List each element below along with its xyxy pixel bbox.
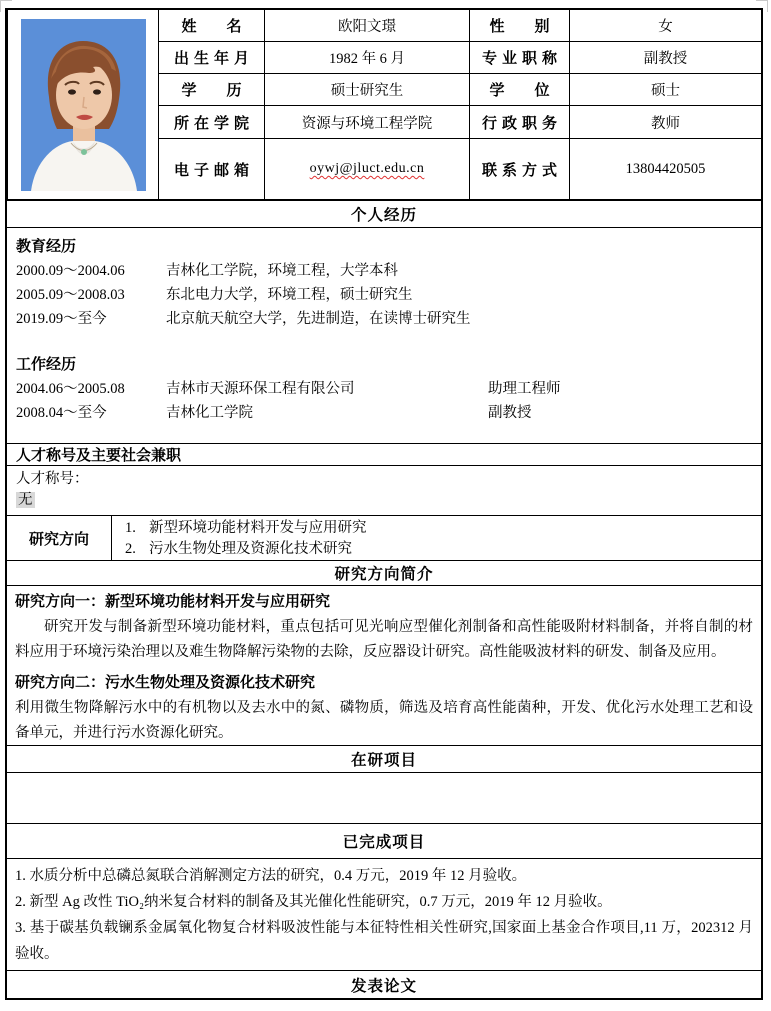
field-value-title: 副教授 — [569, 42, 761, 74]
field-label-degree: 学 位 — [469, 74, 569, 106]
work-subheader: 工作经历 — [16, 357, 77, 373]
phone-text: 13804420505 — [569, 139, 761, 200]
section-header-research-intro: 研究方向简介 — [7, 560, 761, 585]
research-direction-list — [112, 516, 761, 560]
research-direction-item: 1. 新型环境功能材料开发与应用研究 — [125, 520, 367, 536]
education-item: 2005.09～2008.03 东北电力大学，环境工程，硕士研究生 — [16, 287, 413, 303]
field-value-college: 资源与环境工程学院 — [264, 106, 469, 139]
faculty-profile-table — [5, 8, 763, 1000]
talent-section-header: 人才称号及主要社会兼职 — [7, 443, 761, 465]
education-subheader: 教育经历 — [16, 239, 77, 255]
work-item: 2004.06～2005.08 吉林市天源环保工程有限公司 助理工程师 — [16, 381, 561, 397]
section-header-completed-projects: 已完成项目 — [7, 823, 761, 858]
talent-value: 无 — [18, 492, 33, 508]
research-direction-row — [7, 515, 761, 560]
research-intro-body-1: 研究开发与制备新型环境功能材料，重点包括可见光响应型催化剂制备和高性能吸附材料制备，并将自制的材料应用于环境污染治理以及难生物降解污染物的去除，反应器设计研究。高性能吸波材料的研发、制备及应用。 — [15, 619, 753, 660]
field-value-degree: 硕士 — [569, 74, 761, 106]
field-value-gender: 女 — [569, 10, 761, 42]
research-intro-block — [7, 585, 761, 745]
section-header-personal-experience: 个人经历 — [7, 200, 761, 227]
experience-block — [7, 227, 761, 443]
research-direction-label: 研究方向 — [7, 516, 112, 560]
field-value-education: 硕士研究生 — [264, 74, 469, 106]
field-label-college: 所在学院 — [158, 106, 264, 139]
field-label-birth: 出生年月 — [158, 42, 264, 74]
field-label-gender: 性 别 — [469, 10, 569, 42]
completed-project-item: 1. 水质分析中总磷总氮联合消解测定方法的研究，0.4 万元，2019 年 12 月验收。 — [15, 868, 527, 884]
talent-section-body — [7, 465, 761, 515]
field-label-admin-post: 行政职务 — [469, 106, 569, 139]
research-intro-body-2: 利用微生物降解污水中的有机物以及去水中的氮、磷物质，筛选及培育高性能菌种，开发、优化污水处理工艺和设备单元，并进行污水资源化研究。 — [15, 700, 753, 741]
ongoing-projects-empty-block — [7, 772, 761, 823]
research-direction-item: 2. 污水生物处理及资源化技术研究 — [125, 541, 352, 557]
education-item: 2000.09～2004.06 吉林化工学院，环境工程，大学本科 — [16, 263, 398, 279]
completed-project-item: 3. 基于碳基负载镧系金属氧化物复合材料吸波性能与本征特性相关性研究,国家面上基金合作项目,11 万，202312 月验收。 — [15, 920, 753, 962]
section-header-ongoing-projects: 在研项目 — [7, 745, 761, 772]
email-text: oywj@jluct.edu.cn — [309, 161, 425, 176]
field-value-admin-post: 教师 — [569, 106, 761, 139]
work-item: 2008.04～至今 吉林化工学院 副教授 — [16, 405, 532, 421]
photo-cell — [7, 10, 158, 200]
education-item: 2019.09～至今 北京航天航空大学，先进制造，在读博士研究生 — [16, 311, 471, 327]
field-value-birth: 1982 年 6 月 — [264, 42, 469, 74]
field-label-title: 专业职称 — [469, 42, 569, 74]
section-header-publications: 发表论文 — [7, 970, 761, 998]
profile-photo — [21, 19, 146, 191]
research-intro-heading-2: 研究方向二：污水生物处理及资源化技术研究 — [15, 675, 316, 691]
field-value-name: 欧阳文璟 — [264, 10, 469, 42]
field-label-phone: 联系方式 — [469, 139, 569, 200]
basic-info-table — [7, 10, 761, 200]
field-label-email: 电子邮箱 — [158, 139, 264, 200]
field-label-education: 学 历 — [158, 74, 264, 106]
field-label-name: 姓 名 — [158, 10, 264, 42]
completed-project-item: 2. 新型 Ag 改性 TiO₂纳米复合材料的制备及其光催化性能研究，0.7 万元，2019 年 12 月验收。 — [15, 894, 612, 910]
completed-projects-block — [7, 858, 761, 970]
research-intro-heading-1: 研究方向一：新型环境功能材料开发与应用研究 — [15, 594, 331, 610]
talent-label: 人才称号： — [16, 471, 89, 487]
